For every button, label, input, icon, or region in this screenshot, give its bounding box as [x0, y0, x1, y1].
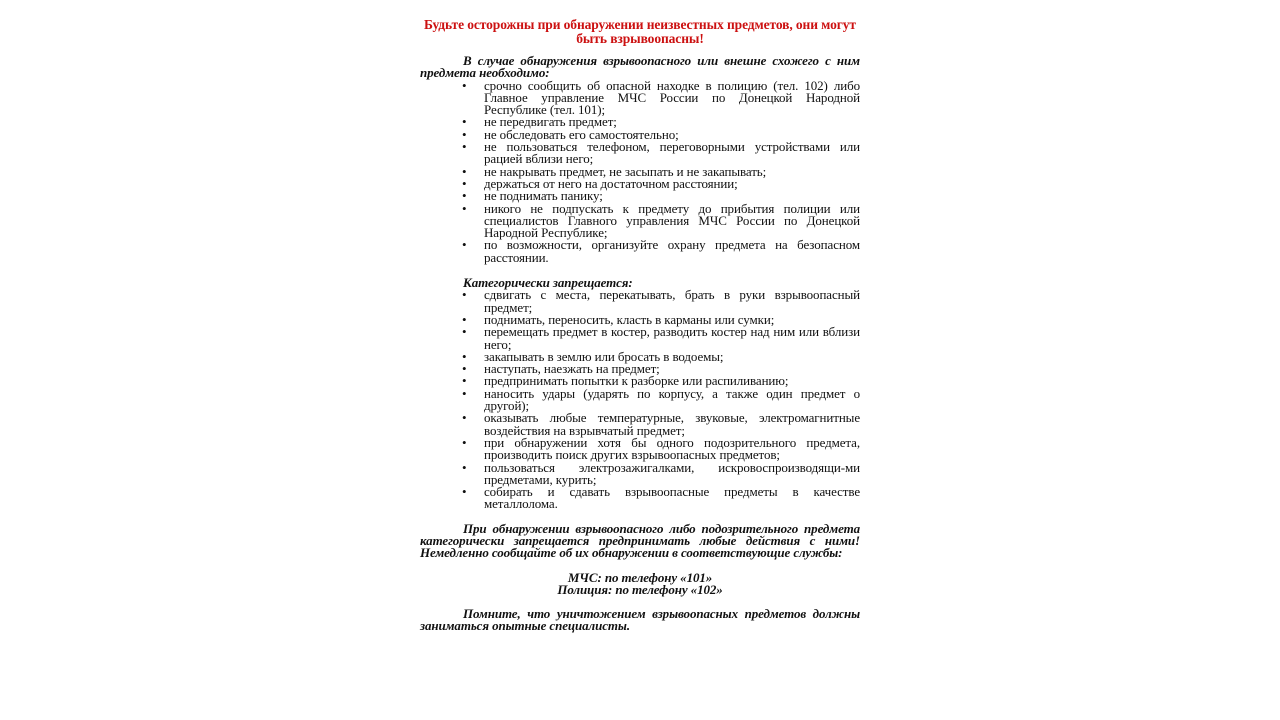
list-item: • наступать, наезжать на предмет; — [420, 363, 860, 375]
mchs-phone: МЧС: по телефону «101» — [567, 569, 713, 585]
list-item: • оказывать любые температурные, звуковые, электромагнитные воздействия на взрывчатый предмет; — [420, 412, 860, 437]
list-item: • предпринимать попытки к разборке или распиливанию; — [420, 375, 860, 387]
list-item: • не накрывать предмет, не засыпать и не закапывать; — [420, 166, 860, 178]
closing-paragraph: Помните, что уничтожением взрывоопасных предметов должны заниматься опытные специалисты. — [420, 606, 860, 634]
list-item: • держаться от него на достаточном расстоянии; — [420, 178, 860, 190]
section1-heading: В случае обнаружения взрывоопасного или внешне схожего с ним предмета необходимо: — [420, 53, 860, 81]
list-item: • не передвигать предмет; — [420, 116, 860, 128]
section2-list — [420, 289, 860, 510]
list-item: • собирать и сдавать взрывоопасные предметы в качестве металлолома. — [420, 486, 860, 511]
list-item: • не пользоваться телефоном, переговорными устройствами или рацией вблизи него; — [420, 141, 860, 166]
list-item: • пользоваться электрозажигалками, искровоспроизводящи-ми предметами, курить; — [420, 462, 860, 487]
list-item: • поднимать, переносить, класть в карманы или сумки; — [420, 314, 860, 326]
list-item: • наносить удары (ударять по корпусу, а также один предмет о другой); — [420, 388, 860, 413]
warning-paragraph: При обнаружении взрывоопасного либо подозрительного предмета категорически запрещается предпринимать любые действия с ними! Немедленно сообщайте об их обнаружении в соответствующие службы: — [420, 520, 860, 561]
list-item: • не поднимать панику; — [420, 190, 860, 202]
list-item: • никого не подпускать к предмету до прибытия полиции или специалистов Главного управления МЧС России по Донецкой Народной Республике; — [420, 203, 860, 240]
list-item: • закапывать в землю или бросать в водоемы; — [420, 351, 860, 363]
list-item: • не обследовать его самостоятельно; — [420, 129, 860, 141]
list-item: • сдвигать с места, перекатывать, брать в руки взрывоопасный предмет; — [420, 289, 860, 314]
list-item: • срочно сообщить об опасной находке в полицию (тел. 102) либо Главное управление МЧС России по Донецкой Народной Республике (тел. 101); — [420, 80, 860, 117]
section2-heading: Категорически запрещается: — [463, 275, 633, 291]
list-item: • перемещать предмет в костер, разводить костер над ним или вблизи него; — [420, 326, 860, 351]
section1-list — [420, 77, 860, 265]
leaflet-title: Будьте осторожны при обнаружении неизвестных предметов, они могут быть взрывоопасны! — [424, 17, 856, 46]
police-phone: Полиция: по телефону «102» — [557, 581, 723, 597]
list-item: • по возможности, организуйте охрану предмета на безопасном расстоянии. — [420, 239, 860, 264]
leaflet-page — [420, 18, 860, 633]
list-item: • при обнаружении хотя бы одного подозрительного предмета, производить поиск других взрывоопасных предметов; — [420, 437, 860, 462]
